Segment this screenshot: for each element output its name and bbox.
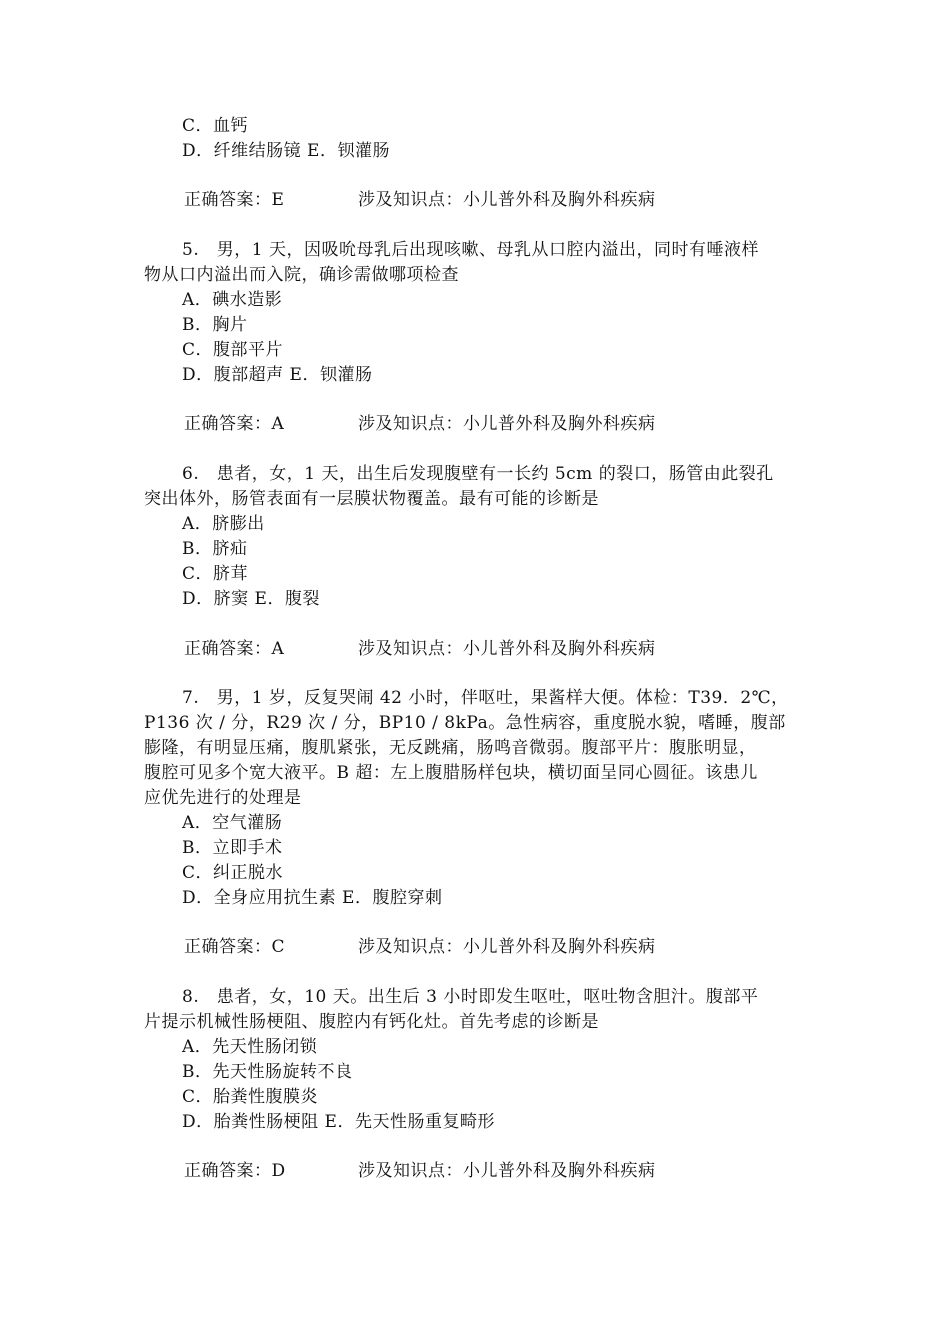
question-stem: 6. 患者，女，1 天，出生后发现腹壁有一长约 5cm 的裂口，肠管由此裂孔 [182,464,774,484]
option-d-e: D．纤维结肠镜 E．钡灌肠 [182,141,390,161]
option-d-e: D．脐窦 E．腹裂 [182,589,320,609]
knowledge-point: 涉及知识点：小儿普外科及胸外科疾病 [358,190,656,210]
option-b: B．胸片 [182,315,248,335]
option-b: B．先天性肠旋转不良 [182,1062,353,1082]
option-d-e: D．腹部超声 E．钡灌肠 [182,365,373,385]
knowledge-point: 涉及知识点：小儿普外科及胸外科疾病 [358,1161,656,1181]
option-c: C．脐茸 [182,564,249,584]
option-a: A．碘水造影 [182,290,283,310]
option-c: C．纠正脱水 [182,863,284,883]
question-stem: 物从口内溢出而入院，确诊需做哪项检查 [144,265,459,285]
question-stem: 片提示机械性肠梗阻、腹腔内有钙化灶。首先考虑的诊断是 [144,1012,599,1032]
option-d-e: D．胎粪性肠梗阻 E．先天性肠重复畸形 [182,1112,495,1132]
option-d-e: D．全身应用抗生素 E．腹腔穿刺 [182,888,443,908]
correct-answer: 正确答案：A [184,414,285,434]
option-a: A．先天性肠闭锁 [182,1037,318,1057]
question-stem: 膨隆，有明显压痛，腹肌紧张，无反跳痛，肠鸣音微弱。腹部平片：腹胀明显， [144,738,757,758]
question-stem: 7. 男，1 岁，反复哭闹 42 小时，伴呕吐，果酱样大便。体检：T39．2℃， [182,688,789,708]
option-c: C．胎粪性腹膜炎 [182,1087,319,1107]
knowledge-point: 涉及知识点：小儿普外科及胸外科疾病 [358,414,656,434]
question-stem: 突出体外，肠管表面有一层膜状物覆盖。最有可能的诊断是 [144,489,599,509]
question-stem: 应优先进行的处理是 [144,788,302,808]
option-c: C．腹部平片 [182,340,284,360]
option-c: C．血钙 [182,116,249,136]
option-a: A．脐膨出 [182,514,265,534]
question-stem: 腹腔可见多个宽大液平。B 超：左上腹腊肠样包块，横切面呈同心圆征。该患儿 [144,763,758,783]
question-stem: 8. 患者，女，10 天。出生后 3 小时即发生呕吐，呕吐物含胆汁。腹部平 [182,987,759,1007]
correct-answer: 正确答案：D [184,1161,286,1181]
option-b: B．脐疝 [182,539,248,559]
correct-answer: 正确答案：A [184,639,285,659]
question-stem: P136 次 / 分，R29 次 / 分，BP10 / 8kPa。急性病容，重度脱水貌，嗜睡，腹部 [144,713,786,733]
correct-answer: 正确答案：C [184,937,286,957]
option-a: A．空气灌肠 [182,813,283,833]
correct-answer: 正确答案：E [184,190,285,210]
knowledge-point: 涉及知识点：小儿普外科及胸外科疾病 [358,937,656,957]
question-stem: 5. 男，1 天，因吸吮母乳后出现咳嗽、母乳从口腔内溢出，同时有唾液样 [182,240,759,260]
option-b: B．立即手术 [182,838,283,858]
knowledge-point: 涉及知识点：小儿普外科及胸外科疾病 [358,639,656,659]
